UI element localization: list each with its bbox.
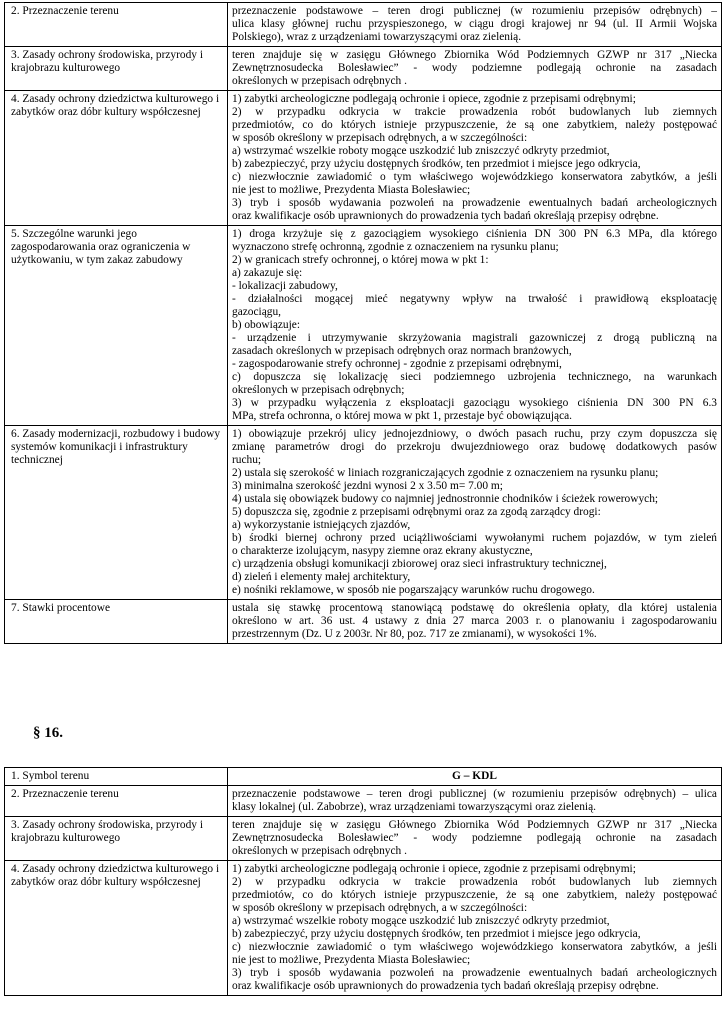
content-line: 1) zabytki archeologiczne podlegają ochronie i opiece, zgodnie z przepisami odrębnymi;: [232, 863, 636, 875]
content-line: określono w art. 36 ust. 4 ustawy z dnia 27 marca 2003 r. o planowaniu i zagospodarowaniu: [232, 615, 717, 627]
table-row: [5, 861, 722, 996]
content-line: oraz kwalifikacje osób uprawnionych do prowadzenia tych badań określają przepisy odrębne.: [232, 210, 659, 222]
row-content: [228, 3, 722, 47]
content-line: zasadach określonych w przepisach odrębnych oraz normach branżowych,: [232, 345, 572, 357]
table-row: [5, 600, 722, 644]
content-line: gazociągu,: [232, 306, 282, 318]
row-label: 2. Przeznaczenie terenu: [5, 3, 228, 47]
content-line: Polskiego), wraz z urządzeniami towarzyszącymi oraz zielenią.: [232, 31, 522, 43]
content-line: 1) zabytki archeologiczne podlegają ochronie i opiece, zgodnie z przepisami odrębnymi;: [232, 93, 636, 105]
content-line: nie jest to możliwe, Prezydenta Miasta Bolesławiec;: [232, 184, 471, 196]
content-line: ustala się stawkę procentową stanowiącą podstawę do określenia opłaty, dla której ustalenia: [232, 602, 717, 614]
land-use-table-g-kdl: [4, 767, 722, 996]
content-line: przedmiotów, co do których istnieje przypuszczenie, że są one zabytkiem, należy postępować: [232, 889, 717, 901]
row-label: 3. Zasady ochrony środowiska, przyrody i krajobrazu kulturowego: [5, 47, 228, 91]
content-line: b) środki biernej ochrony przed uciążliwościami wywołanymi ruchem pojazdów, w tym zieleń: [232, 532, 717, 544]
content-line: a) wstrzymać wszelkie roboty mogące uszkodzić lub zniszczyć odkryty przedmiot,: [232, 915, 610, 927]
content-line: w sposób określony w przepisach odrębnych, a w szczególności:: [232, 902, 528, 914]
content-line: 2) w przypadku odkrycia w trakcie prowadzenia robót budowlanych lub ziemnych: [232, 106, 717, 118]
content-line: - zagospodarowanie strefy ochronnej - zgodnie z przepisami odrębnymi,: [232, 358, 562, 370]
row-content: [228, 226, 722, 426]
row-label: 4. Zasady ochrony dziedzictwa kulturowego i zabytków oraz dóbr kultury współczesnej: [5, 91, 228, 226]
content-line: o charakterze izolującym, nasypy ziemne oraz ekrany akustyczne,: [232, 545, 533, 557]
content-line: przestrzennym (Dz. U z 2003r. Nr 80, poz. 717 ze zmianami), w wysokości 1%.: [232, 628, 597, 640]
content-line: MPa, strefa ochronna, o której mowa w pkt 1, przestaje być obowiązująca.: [232, 410, 573, 422]
content-line: w sposób określony w przepisach odrębnych, a w szczególności:: [232, 132, 528, 144]
content-line: przeznaczenie podstawowe – teren drogi publicznej (w rozumieniu przepisów odrębnych) – ulica: [232, 788, 717, 800]
content-line: 3) minimalna szerokość jezdni wynosi 2 x 3.50 m= 7.00 m;: [232, 480, 503, 492]
table-1-body: [5, 3, 722, 644]
content-line: wyznaczono strefę ochronną, zgodnie z oznaczeniem na rysunku planu;: [232, 241, 559, 253]
content-line: 2) w przypadku odkrycia w trakcie prowadzenia robót budowlanych lub ziemnych: [232, 876, 717, 888]
content-line: przedmiotów, co do których istnieje przypuszczenie, że są one zabytkiem, należy postępować: [232, 119, 717, 131]
content-line: 5) dopuszcza się, zgodnie z przepisami odrębnymi oraz za zgodą zarządcy drogi:: [232, 506, 601, 518]
content-line: a) zakazuje się:: [232, 267, 303, 279]
content-line: określonych w przepisach odrębnych;: [232, 384, 405, 396]
content-line: Zewnętrznosudecka Bolesławiec” - wody podziemne podlegają ochronie na zasadach: [232, 62, 717, 74]
content-line: 2) w granicach strefy ochronnej, o której mowa w pkt 1:: [232, 254, 489, 266]
table-row: [5, 3, 722, 47]
content-line: 3) tryb i sposób wydawania pozwoleń na prowadzenie ewentualnych badań archeologicznych: [232, 197, 717, 209]
content-line: b) obowiązuje:: [232, 319, 301, 331]
content-line: b) zabezpieczyć, przy użyciu dostępnych środków, ten przedmiot i miejsce jego odkrycia,: [232, 928, 641, 940]
content-line: teren znajduje się w zasięgu Głównego Zbiornika Wód Podziemnych GZWP nr 317 „Niecka: [232, 49, 717, 61]
content-line: ruchu;: [232, 454, 262, 466]
table-row: [5, 226, 722, 426]
table-row: [5, 47, 722, 91]
content-line: zmianę parametrów drogi do przekroju dwujezdniowego oraz budowę dodatkowych pasów: [232, 441, 717, 453]
content-line: a) wykorzystanie istniejących zjazdów,: [232, 519, 411, 531]
content-line: przeznaczenie podstawowe – teren drogi publicznej (w rozumieniu przepisów odrębnych) –: [232, 5, 717, 17]
content-line: c) niezwłocznie zawiadomić o tym właściwego wojewódzkiego konserwatora zabytków, a jeśli: [232, 941, 717, 953]
table-row: [5, 817, 722, 861]
land-use-table-continued: [4, 2, 722, 644]
content-line: 1) droga krzyżuje się z gazociągiem wysokiego ciśnienia DN 300 PN 6.3 MPa, dla którego: [232, 228, 717, 240]
content-line: 1) obowiązuje przekrój ulicy jednojezdniowy, o dwóch pasach ruchu, przy czym dopuszcza się: [232, 428, 717, 440]
section-heading: § 16.: [33, 725, 63, 741]
content-line: 4) ustala się obowiązek budowy co najmniej jednostronnie chodników i ścieżek rowerowych;: [232, 493, 659, 505]
content-line: określonych w przepisach odrębnych .: [232, 845, 407, 857]
table-row: [5, 786, 722, 817]
row-content: [228, 91, 722, 226]
row-content: [228, 861, 722, 996]
row-label: 5. Szczególne warunki jego zagospodarowania oraz ograniczenia w użytkowaniu, w tym zakaz zabudowy: [5, 226, 228, 426]
row-content: [228, 47, 722, 91]
row-content: [228, 600, 722, 644]
row-label: 4. Zasady ochrony dziedzictwa kulturowego i zabytków oraz dóbr kultury współczesnej: [5, 861, 228, 996]
row-content: [228, 426, 722, 600]
table-row: [5, 91, 722, 226]
row-content: [228, 786, 722, 817]
row-label: 6. Zasady modernizacji, rozbudowy i budowy systemów komunikacji i infrastruktury technicznej: [5, 426, 228, 600]
content-line: a) wstrzymać wszelkie roboty mogące uszkodzić lub zniszczyć odkryty przedmiot,: [232, 145, 610, 157]
row-content: [228, 817, 722, 861]
content-line: klasy lokalnej (ul. Zabobrze), wraz urządzeniami towarzyszącymi oraz zielenią.: [232, 801, 597, 813]
content-line: c) niezwłocznie zawiadomić o tym właściwego wojewódzkiego konserwatora zabytków, a jeśli: [232, 171, 717, 183]
row-label: 7. Stawki procentowe: [5, 600, 228, 644]
content-line: 3) tryb i sposób wydawania pozwoleń na prowadzenie ewentualnych badań archeologicznych: [232, 967, 717, 979]
symbol-label: 1. Symbol terenu: [5, 768, 228, 786]
content-line: ulica klasy głównej ruchu przyspieszonego, w ciągu drogi krajowej nr 94 (ul. II Armii Wojska: [232, 18, 717, 30]
content-line: 2) ustala się szerokość w liniach rozgraniczających zgodnie z oznaczeniem na rysunku planu;: [232, 467, 659, 479]
table-row: [5, 426, 722, 600]
content-line: Zewnętrznosudecka Bolesławiec” - wody podziemne podlegają ochronie na zasadach: [232, 832, 717, 844]
content-line: - urządzenie i utrzymywanie skrzyżowania magistrali gazowniczej z drogą publiczną na: [232, 332, 717, 344]
content-line: c) urządzenia obsługi komunikacji zbiorowej oraz sieci infrastruktury technicznej,: [232, 558, 607, 570]
content-line: b) zabezpieczyć, przy użyciu dostępnych środków, ten przedmiot i miejsce jego odkrycia,: [232, 158, 641, 170]
content-line: c) dopuszcza się lokalizację sieci podziemnego uzbrojenia technicznego, na warunkach: [232, 371, 717, 383]
content-line: e) nośniki reklamowe, w sposób nie pogarszający warunków ruchu drogowego.: [232, 584, 595, 596]
content-line: oraz kwalifikacje osób uprawnionych do prowadzenia tych badań określają przepisy odrębne.: [232, 980, 659, 992]
content-line: - lokalizacji zabudowy,: [232, 280, 338, 292]
content-line: 3) w przypadku wyłączenia z eksploatacji gazociągu wysokiego ciśnienia DN 300 PN 6.3: [232, 397, 717, 409]
table-2-body: [5, 768, 722, 996]
row-label: 3. Zasady ochrony środowiska, przyrody i krajobrazu kulturowego: [5, 817, 228, 861]
row-label: 2. Przeznaczenie terenu: [5, 786, 228, 817]
symbol-row: [5, 768, 722, 786]
content-line: teren znajduje się w zasięgu Głównego Zbiornika Wód Podziemnych GZWP nr 317 „Niecka: [232, 819, 717, 831]
symbol-value: G – KDL: [228, 768, 722, 786]
content-line: d) zieleń i elementy małej architektury,: [232, 571, 411, 583]
content-line: - działalności mogącej mieć negatywny wpływ na trwałość i prawidłową eksploatację: [232, 293, 717, 305]
content-line: określonych w przepisach odrębnych .: [232, 75, 407, 87]
content-line: nie jest to możliwe, Prezydenta Miasta Bolesławiec;: [232, 954, 471, 966]
